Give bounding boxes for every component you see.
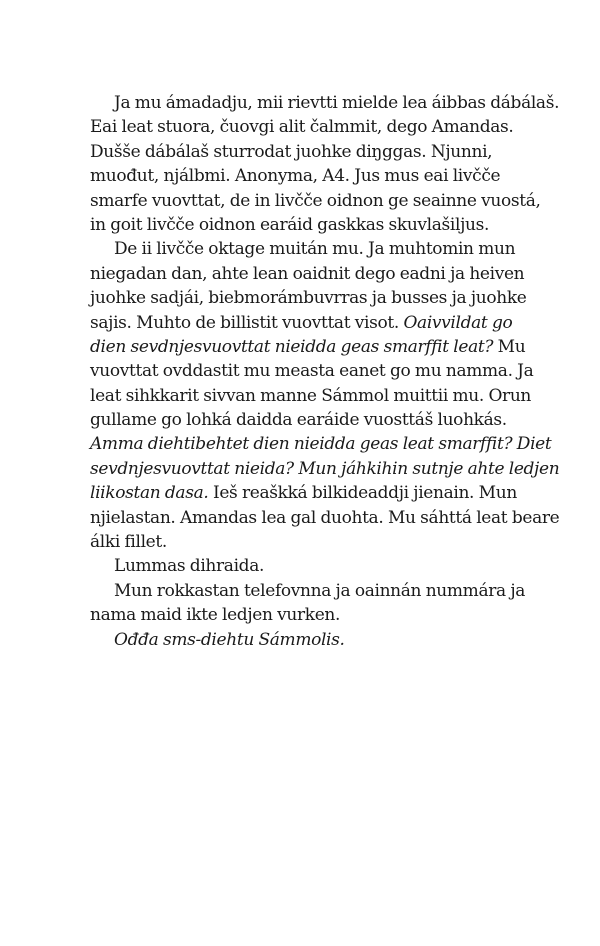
italic-text-segment: Amma diehtibehtet dien nieidda geas leat smarffit? Diet [90, 434, 552, 455]
text-line [90, 432, 552, 456]
book-page-text [90, 91, 560, 652]
text-segment: niegadan dan, ahte lean oaidnit dego eadni ja heiven [90, 263, 525, 284]
text-segment: Duššе dábálaš sturrodat juohke diŋggas. Njunni, [90, 141, 493, 162]
text-segment: njielastan. Amandas lea gal duohta. Mu sáhttá leat beare [90, 507, 560, 528]
text-line [90, 481, 540, 505]
text-segment: muođut, njálbmi. Anonyma, A4. Jus mus eai livčče [90, 166, 501, 187]
text-segment: Lummas dihraida. [114, 556, 265, 577]
text-line [90, 286, 540, 310]
text-line [90, 506, 560, 530]
text-line [90, 628, 540, 652]
italic-text-segment: Ođđa sms-diehtu Sámmolis. [114, 629, 345, 650]
text-segment: vuovttat ovddastit mu measta eanet go mu namma. Ja [90, 361, 534, 382]
text-segment: Mu [493, 336, 526, 357]
text-segment: smarfe vuovttat, de in livčče oidnon ge seainne vuostá, [90, 190, 541, 211]
italic-text-segment: dien sevdnjesvuovttat nieidda geas smarffit leat? [90, 336, 494, 357]
text-segment: Ieš reaškká bilkideaddji jienain. Mun [208, 483, 517, 504]
text-line [90, 603, 540, 627]
text-segment: leat sihkkarit sivvan manne Sámmol muittii mu. Orun [90, 385, 532, 406]
text-line [90, 213, 540, 237]
text-line [90, 359, 540, 383]
text-line [90, 311, 540, 335]
text-segment: Mun rokkastan telefovnna ja oainnán nummára ja [114, 580, 526, 601]
text-line [90, 115, 540, 139]
text-line [90, 408, 540, 432]
text-line [90, 457, 560, 481]
text-line [90, 164, 540, 188]
text-line [90, 384, 540, 408]
text-line [90, 262, 540, 286]
text-line [90, 335, 540, 359]
text-segment: sajis. Muhto de billistit vuovttat visot. [90, 312, 404, 333]
italic-text-segment: Oaivvildat go [403, 312, 513, 333]
text-segment: nama maid ikte ledjen vurken. [90, 605, 341, 626]
text-line [90, 189, 540, 213]
text-segment: in goit livčče oidnon earáid gaskkas skuvlašiljus. [90, 214, 490, 235]
text-segment: Eai leat stuora, čuovgi alit čalmmit, dego Amandas. [90, 117, 514, 138]
text-segment: gullame go lohká daidda earáide vuosttáš luohkás. [90, 410, 507, 431]
text-line [90, 140, 540, 164]
text-segment: Ja mu ámadadju, mii rievtti mielde lea áibbas dábálaš. [114, 93, 560, 113]
text-segment: álki fillet. [90, 532, 167, 553]
text-line [90, 579, 540, 603]
text-line [90, 237, 540, 261]
text-line [90, 91, 560, 115]
text-line [90, 530, 540, 554]
text-segment: De ii livčče oktage muitán mu. Ja muhtomin mun [114, 239, 516, 260]
italic-text-segment: liikostan dasa. [90, 483, 209, 504]
italic-text-segment: sevdnjesvuovttat nieida? Mun jáhkihin sutnje ahte ledjen [90, 458, 560, 479]
text-segment: juohke sadjái, biebmorámbuvrras ja busses ja juohke [90, 288, 527, 309]
text-line [90, 554, 540, 578]
